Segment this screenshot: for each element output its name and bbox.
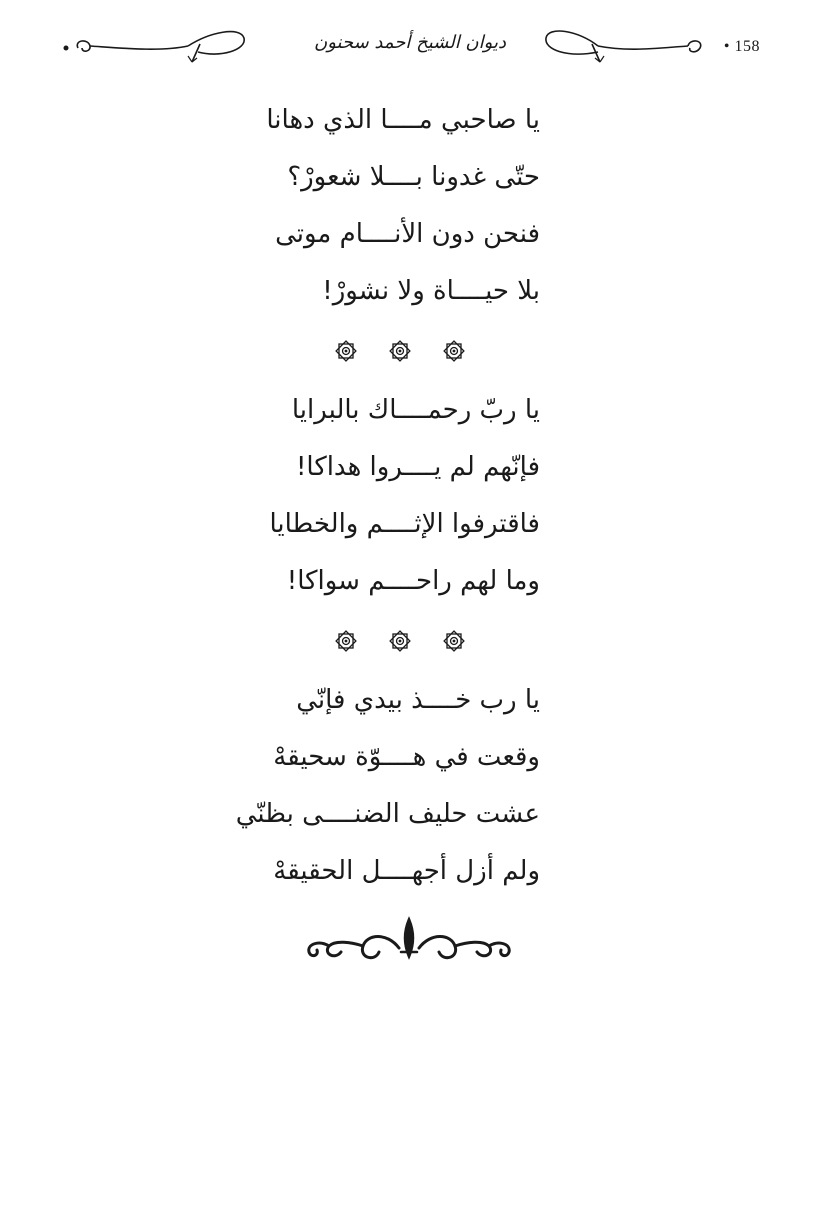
verse-line: بلا حيــــاة ولا نشورْ! [322, 276, 540, 306]
verse-line: فنحن دون الأنــــام موتى [275, 219, 540, 249]
stanza-divider [250, 610, 550, 672]
verse-line: وقعت في هــــوّة سحيقهْ [273, 742, 540, 772]
page-header [60, 22, 760, 72]
verse-line: يا ربّ رحمــــاك بالبرايا [291, 395, 540, 425]
verse-line: حتّى غدونا بــــلا شعورْ؟ [287, 162, 540, 192]
verse-line: يا صاحبي مــــا الذي دهانا [266, 105, 540, 135]
verse-line: فإنّهم لم يــــروا هداكا! [295, 452, 540, 482]
right-flourish-icon [538, 22, 718, 72]
left-flourish-icon [60, 22, 250, 72]
poem-body [235, 92, 550, 900]
verse-line: ولم أزل أجهــــل الحقيقهْ [273, 856, 540, 886]
fleuron-tailpiece-icon [301, 912, 517, 970]
verse-line: يا رب خــــذ بيدي فإنّي [296, 685, 540, 715]
stanza [250, 92, 550, 320]
star-rosette-icon [441, 628, 467, 654]
star-rosette-icon [387, 628, 413, 654]
verse-line: فاقترفوا الإثــــم والخطايا [269, 509, 540, 539]
star-rosette-icon [441, 338, 467, 364]
running-title: ديوان الشيخ أحمد سحنون [314, 32, 506, 53]
verse-line: عشت حليف الضنــــى بظنّي [235, 799, 540, 829]
page-number: • 158 [723, 38, 760, 55]
star-rosette-icon [387, 338, 413, 364]
verse-line: وما لهم راحــــم سواكا! [286, 566, 540, 596]
star-rosette-icon [333, 338, 359, 364]
star-rosette-icon [333, 628, 359, 654]
stanza [235, 672, 550, 900]
stanza [250, 382, 550, 610]
stanza-divider [250, 320, 550, 382]
